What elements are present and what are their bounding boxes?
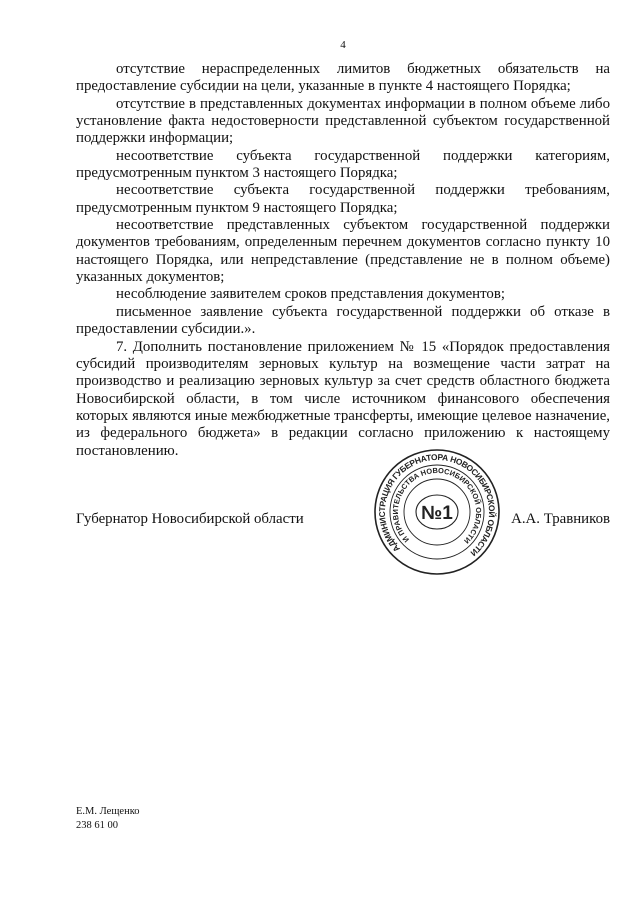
paragraph-documents-mismatch: несоответствие представленных субъектом государственной поддержки документов требованиям, определенным перечнем документов согласно пункту 10 настоящего Порядка, или непредставление (представление не в полном объеме) указанных документов;: [76, 217, 610, 286]
document-body: [76, 61, 610, 460]
signatory-position: Губернатор Новосибирской области: [76, 510, 304, 527]
stamp-number: №1: [421, 502, 453, 524]
stamp-outer-text: АДМИНИСТРАЦИЯ ГУБЕРНАТОРА НОВОСИБИРСКОЙ ОБЛАСТИ: [376, 451, 498, 559]
paragraph-category-mismatch: несоответствие субъекта государственной поддержки категориям, предусмотренным пунктом 3 настоящего Порядка;: [76, 147, 610, 182]
paragraph-budget-limits: отсутствие нераспределенных лимитов бюджетных обязательств на предоставление субсидии на цели, указанные в пункте 4 настоящего Порядка;: [76, 61, 610, 95]
stamp-inner-text: И ПРАВИТЕЛЬСТВА НОВОСИБИРСКОЙ ОБЛАСТИ: [390, 465, 484, 546]
paragraph-requirements-mismatch: несоответствие субъекта государственной поддержки требованиям, предусмотренным пунктом 9 настоящего Порядка;: [76, 182, 610, 216]
signature-block: [76, 451, 610, 559]
executor-name: Е.М. Лещенко: [76, 806, 140, 817]
paragraph-written-refusal: письменное заявление субъекта государственной поддержки об отказе в предоставлении субсидии.».: [76, 303, 610, 338]
official-stamp: [372, 447, 502, 577]
page-number: 4: [340, 39, 346, 51]
paragraph-incomplete-information: отсутствие в представленных документах информации в полном объеме либо установление факта недостоверности представленной субъектом государственной поддержки информации;: [76, 95, 610, 147]
paragraph-item-7: 7. Дополнить постановление приложением № 15 «Порядок предоставления субсидий производителям зерновых культур на возмещение части затрат на производство и реализацию зерновых культур за счет средств областного бюджета Новосибирской области, в том числе источником финансового обеспечения которых являются иные межбюджетные трансферты, имеющие целевое назначение, из федерального бюджета» в редакции согласно приложению к настоящему постановлению.: [76, 338, 610, 459]
paragraph-deadline-violation: несоблюдение заявителем сроков представления документов;: [116, 286, 505, 303]
executor-block: [76, 805, 140, 833]
signatory-name: А.А. Травников: [511, 510, 610, 527]
executor-phone: 238 61 00: [76, 820, 118, 831]
